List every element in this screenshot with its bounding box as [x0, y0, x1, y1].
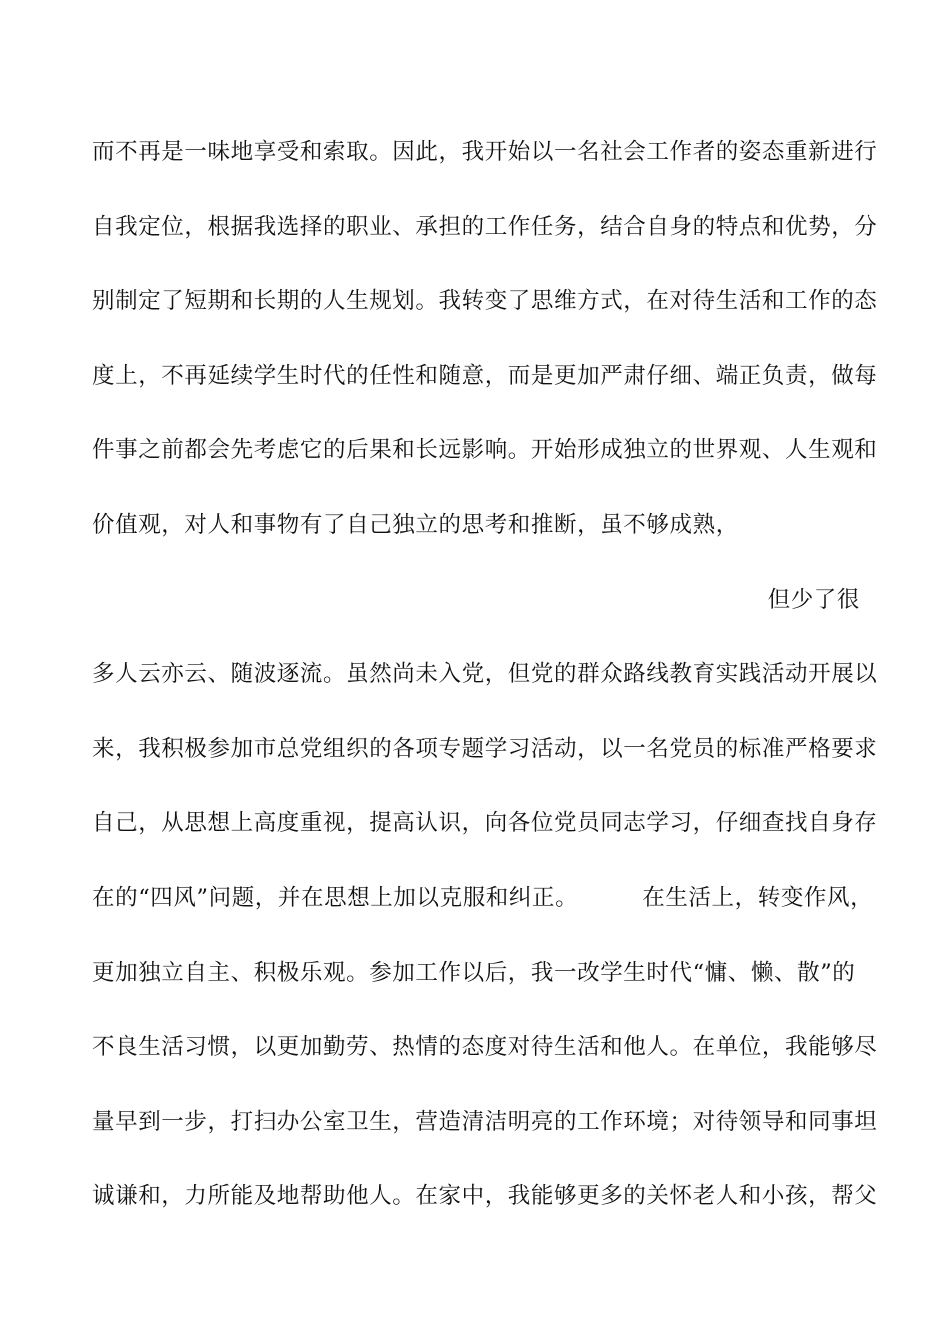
text-line: 来，我积极参加市总党组织的各项专题学习活动，以一名党员的标准严格要求 — [92, 735, 878, 762]
text-segment: 在的“四风”问题，并在思想上加以克服和纠正。 — [92, 884, 579, 911]
text-line: 别制定了短期和长期的人生规划。我转变了思维方式，在对待生活和工作的态 — [92, 288, 878, 315]
text-line: 多人云亦云、随波逐流。虽然尚未入党，但党的群众路线教育实践活动开展以 — [92, 661, 878, 688]
text-line: 自我定位，根据我选择的职业、承担的工作任务，结合自身的特点和优势，分 — [92, 213, 878, 240]
text-line: 量早到一步，打扫办公室卫生，营造清洁明亮的工作环境；对待领导和同事坦 — [92, 1108, 878, 1135]
body-text — [92, 130, 878, 1249]
text-line: 价值观，对人和事物有了自己独立的思考和推断，虽不够成熟， — [92, 511, 739, 538]
text-segment: 在生活上，转变作风， — [642, 884, 874, 911]
text-line: 度上，不再延续学生时代的任性和随意，而是更加严肃仔细、端正负责，做每 — [92, 362, 878, 389]
text-line: 不良生活习惯，以更加勤劳、热情的态度对待生活和他人。在单位，我能够尽 — [92, 1034, 878, 1061]
text-line: 自己，从思想上高度重视，提高认识，向各位党员同志学习，仔细查找自身存 — [92, 810, 878, 837]
text-line-with-gap — [92, 876, 874, 951]
text-line-right-aligned: 但少了很 — [767, 586, 860, 613]
text-line: 件事之前都会先考虑它的后果和长远影响。开始形成独立的世界观、人生观和 — [92, 437, 878, 464]
text-line: 更加独立自主、积极乐观。参加工作以后，我一改学生时代“慵、懒、散”的 — [92, 959, 856, 986]
text-line: 诚谦和，力所能及地帮助他人。在家中，我能够更多的关怀老人和小孩，帮父 — [92, 1183, 878, 1210]
text-line: 而不再是一味地享受和索取。因此，我开始以一名社会工作者的姿态重新进行 — [92, 139, 878, 165]
